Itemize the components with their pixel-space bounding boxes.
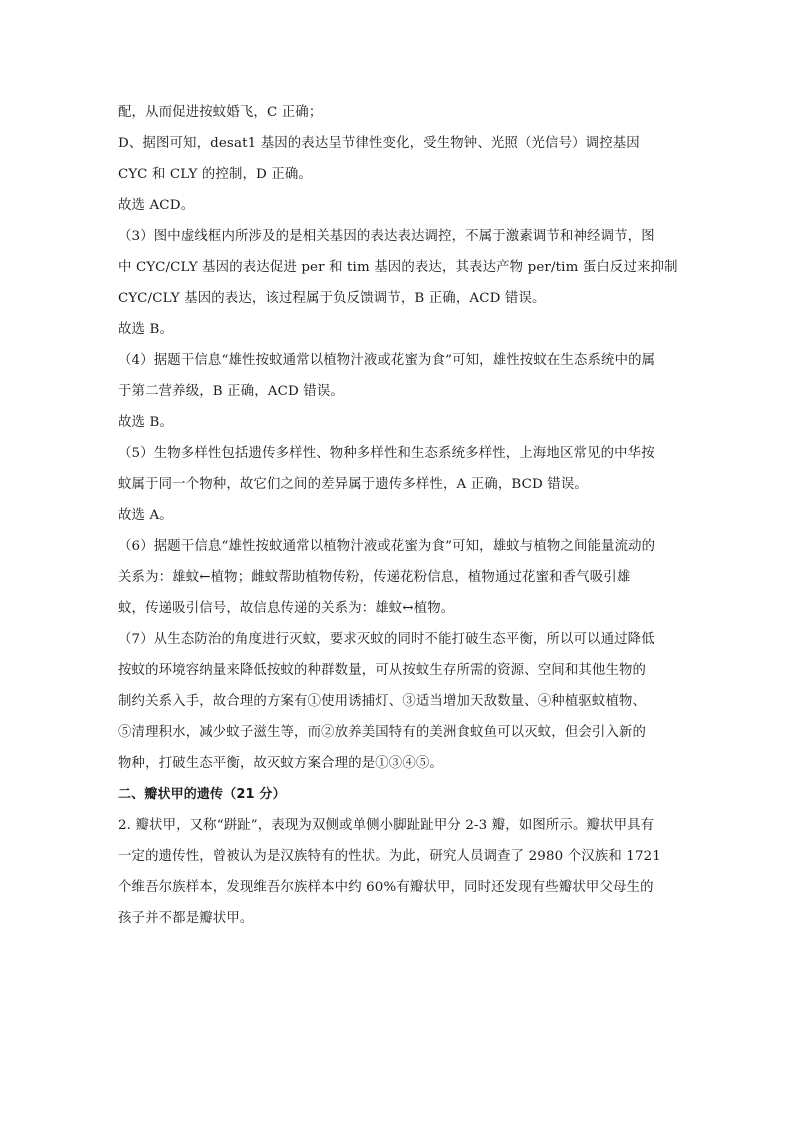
text-line: 物种，打破生态平衡，故灭蚊方案合理的是①③④⑤。 xyxy=(118,756,443,771)
text-line: 故选 B。 xyxy=(118,322,174,337)
text-line: （4）据题干信息“雄性按蚊通常以植物汁液或花蜜为食”可知，雄性按蚊在生态系统中的属 xyxy=(118,353,656,368)
text-line: 2. 瓣状甲，又称“跰趾”，表现为双侧或单侧小脚趾趾甲分 2-3 瓣，如图所示。瓣状甲具有 xyxy=(118,818,655,833)
text-line: ⑤清理积水，减少蚊子滋生等，而②放养美国特有的美洲食蚊鱼可以灭蚊，但会引入新的 xyxy=(118,725,647,740)
text-line: 关系为：雄蚊←植物；雌蚊帮助植物传粉，传递花粉信息，植物通过花蜜和香气吸引雄 xyxy=(118,570,631,585)
text-line: 制约关系入手，故合理的方案有①使用诱捕灯、③适当增加天敌数量、④种植驱蚊植物、 xyxy=(118,694,647,709)
text-line: 孩子并不都是瓣状甲。 xyxy=(118,911,254,926)
text-line: CYC 和 CLY 的控制，D 正确。 xyxy=(118,167,312,182)
text-line: 蚊，传递吸引信号，故信息传递的关系为：雄蚊↔植物。 xyxy=(118,601,455,616)
text-line: 故选 ACD。 xyxy=(118,198,195,213)
text-line: 故选 A。 xyxy=(118,508,173,523)
text-line: （3）图中虚线框内所涉及的是相关基因的表达表达调控，不属于激素调节和神经调节，图 xyxy=(118,229,655,244)
text-line: （6）据题干信息“雄性按蚊通常以植物汁液或花蜜为食”可知，雄蚊与植物之间能量流动的 xyxy=(118,539,656,554)
text-line: 按蚊的环境容纳量来降低按蚊的种群数量，可从按蚊生存所需的资源、空间和其他生物的 xyxy=(118,663,647,678)
text-line: 于第二营养级，B 正确，ACD 错误。 xyxy=(118,384,344,399)
text-line: 中 CYC/CLY 基因的表达促进 per 和 tim 基因的表达，其表达产物 per/tim 蛋白反过来抑制 xyxy=(118,260,678,275)
text-line: CYC/CLY 基因的表达，该过程属于负反馈调节，B 正确，ACD 错误。 xyxy=(118,291,546,306)
section-heading: 二、瓣状甲的遗传（21 分） xyxy=(118,787,286,802)
text-line: D、据图可知，desat1 基因的表达呈节律性变化，受生物钟、光照（光信号）调控基因 xyxy=(118,136,640,151)
text-line: 一定的遗传性，曾被认为是汉族特有的性状。为此，研究人员调查了 2980 个汉族和 1721 xyxy=(118,849,661,864)
text-line: （7）从生态防治的角度进行灭蚊，要求灭蚊的同时不能打破生态平衡，所以可以通过降低 xyxy=(118,632,655,647)
text-line: 故选 B。 xyxy=(118,415,174,430)
text-line: 蚊属于同一个物种，故它们之间的差异属于遗传多样性，A 正确，BCD 错误。 xyxy=(118,477,588,492)
text-line: 个维吾尔族样本，发现维吾尔族样本中约 60%有瓣状甲，同时还发现有些瓣状甲父母生的 xyxy=(118,880,654,895)
text-line: （5）生物多样性包括遗传多样性、物种多样性和生态系统多样性，上海地区常见的中华按 xyxy=(118,446,655,461)
text-line: 配，从而促进按蚊婚飞，C 正确； xyxy=(118,105,323,120)
